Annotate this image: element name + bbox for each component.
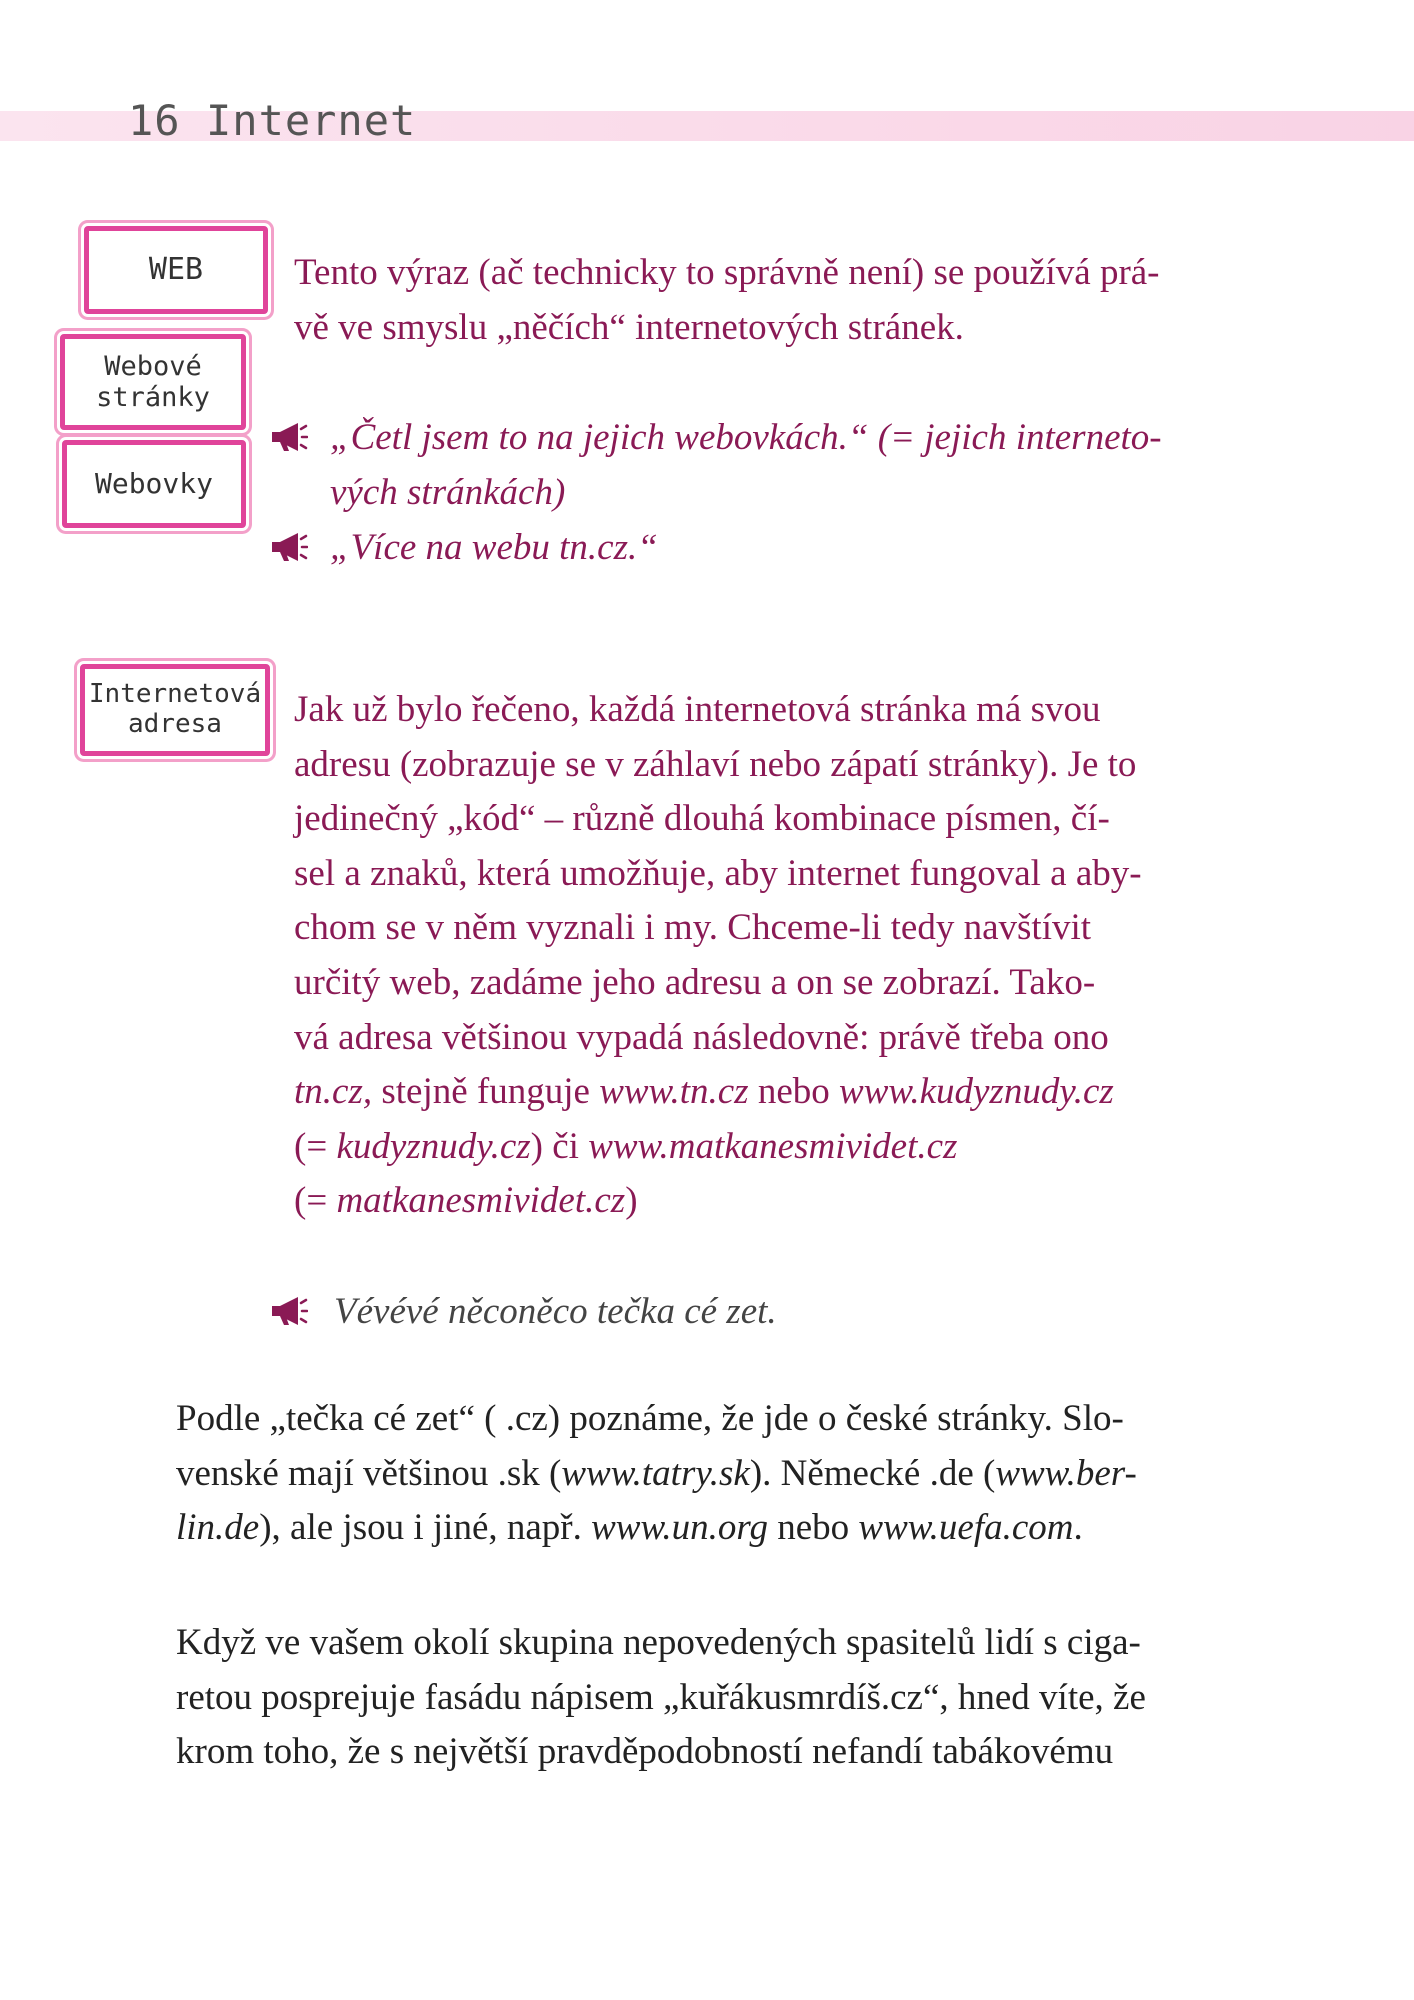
tag-web-label: WEB (148, 251, 204, 287)
text-line (294, 1120, 1220, 1175)
text-line: retou posprejuje fasádu nápisem „kuřákusmrdíš.cz“, hned víte, že (176, 1676, 1146, 1718)
quote-line: vých stránkách) (330, 472, 566, 513)
section1-quote2 (330, 520, 1230, 575)
text-line (294, 1174, 1220, 1229)
tag-internetova-adresa-line2: adresa (128, 709, 222, 739)
text-span: (= (294, 1180, 337, 1222)
url-text: www.tn.cz (599, 1071, 749, 1113)
url-text: tn.cz, (294, 1071, 373, 1113)
text-line (176, 1501, 1220, 1556)
url-text: www.matkanesmividet.cz (588, 1125, 958, 1167)
text-span: . (1073, 1507, 1083, 1549)
text-line: sel a znaků, která umožňuje, aby internet fungoval a aby- (294, 852, 1142, 894)
megaphone-icon (268, 530, 308, 564)
tag-internetova-adresa (80, 664, 270, 756)
tag-webove-stranky-line2: stránky (96, 382, 210, 413)
tag-webove-stranky-line1: Webové (104, 350, 202, 382)
url-text: www.un.org (591, 1507, 768, 1549)
text-line: vě ve smyslu „něčích“ internetových stránek. (294, 306, 964, 348)
quote-line: Vévévé něconěco tečka cé zet. (334, 1291, 777, 1332)
text-span: nebo (767, 1507, 859, 1549)
tag-internetova-adresa-line1: Internetová (88, 679, 262, 710)
text-span: ) (625, 1180, 638, 1222)
text-line: Jak už bylo řečeno, každá internetová stránka má svou (294, 689, 1101, 730)
text-line: chom se v něm vyznali i my. Chceme-li tedy navštívit (294, 907, 1092, 949)
text-span: ) či (530, 1125, 589, 1167)
text-line (176, 1447, 1220, 1502)
tag-webove-stranky (60, 334, 246, 430)
text-line: adresu (zobrazuje se v záhlaví nebo zápatí stránky). Je to (294, 743, 1137, 785)
text-span: (= (294, 1125, 337, 1167)
text-line: krom toho, že s největší pravděpodobností nefandí tabákovému (176, 1731, 1114, 1773)
url-text: www.uefa.com (858, 1507, 1074, 1549)
section2-paragraph (294, 683, 1220, 1229)
section1-quote1 (330, 410, 1230, 520)
url-text: www.kudyznudy.cz (839, 1071, 1114, 1113)
megaphone-icon (268, 420, 308, 454)
url-text: lin.de (176, 1507, 260, 1549)
text-span: venské mají většinou .sk ( (176, 1452, 562, 1494)
section2-quote (334, 1284, 1234, 1339)
text-line (294, 1065, 1220, 1120)
text-span: ). Německé .de ( (749, 1452, 996, 1494)
quote-line: „Četl jsem to na jejich webovkách.“ (= jejich interneto- (330, 417, 1162, 458)
text-line: Podle „tečka cé zet“ ( .cz) poznáme, že jde o české stránky. Slo- (176, 1398, 1124, 1439)
text-line: Tento výraz (ač technicky to správně není) se používá prá- (294, 252, 1160, 293)
url-text: kudyznudy.cz (336, 1125, 531, 1167)
url-text: www.tatry.sk (561, 1452, 750, 1494)
text-span: nebo (748, 1071, 840, 1113)
text-line: vá adresa většinou vypadá následovně: právě třeba ono (294, 1016, 1109, 1058)
text-line: určitý web, zadáme jeho adresu a on se zobrazí. Tako- (294, 961, 1096, 1003)
page-title: Internet (206, 96, 417, 145)
section1-paragraph (294, 246, 1220, 355)
text-span: stejně funguje (372, 1071, 600, 1113)
section4-paragraph (176, 1616, 1220, 1780)
text-line: jedinečný „kód“ – různě dlouhá kombinace písmen, čí- (294, 798, 1110, 840)
text-span: ), ale jsou i jiné, např. (259, 1507, 592, 1549)
tag-webovky-label: Webovky (94, 466, 213, 500)
url-text: www.ber- (995, 1452, 1137, 1494)
tag-web (84, 226, 268, 314)
megaphone-icon (268, 1294, 308, 1328)
text-line: Když ve vašem okolí skupina nepovedených spasitelů lidí s ciga- (176, 1622, 1141, 1663)
url-text: matkanesmividet.cz (336, 1180, 626, 1222)
section3-paragraph (176, 1392, 1220, 1556)
page-number: 16 (128, 96, 181, 145)
quote-line: „Více na webu tn.cz.“ (330, 527, 658, 568)
tag-webovky (62, 440, 246, 528)
